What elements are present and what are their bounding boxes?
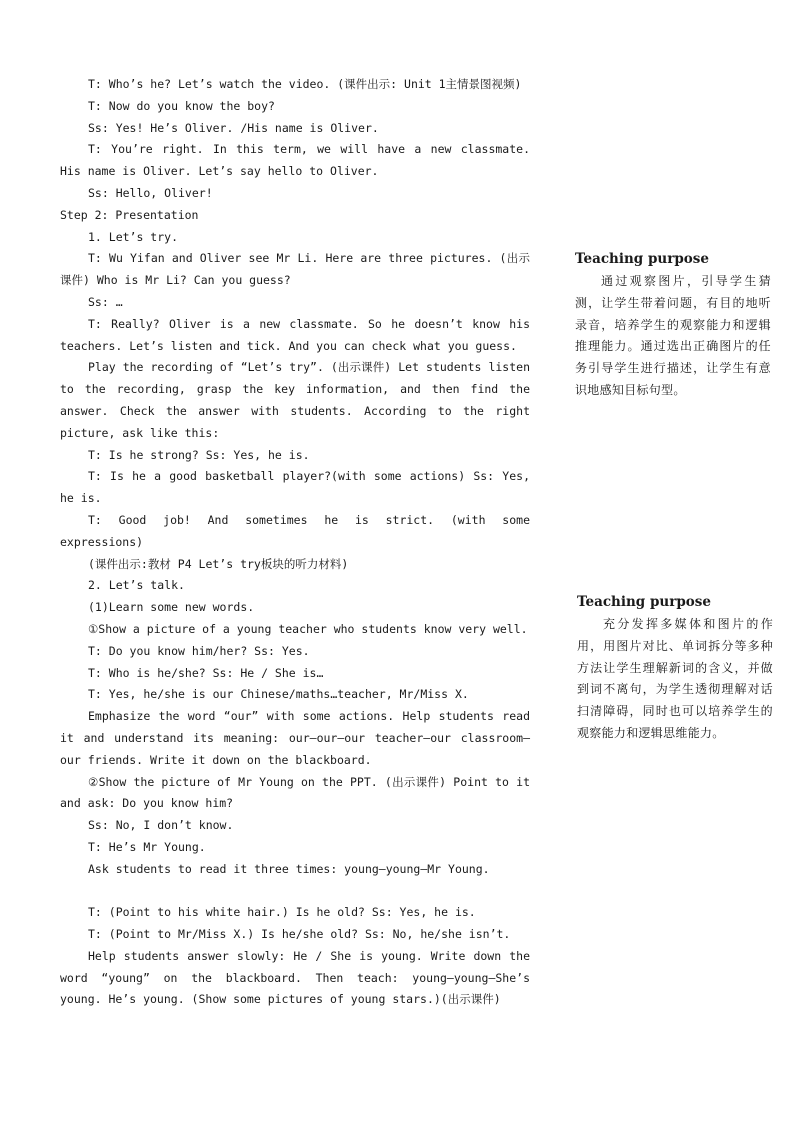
lesson-line: Ss: Hello, Oliver! (88, 185, 213, 200)
lesson-line: Emphasize the word “our” with some actions. Help students read it and understand its meaning: our—our—our teacher—our classroom—our friends. Write it down on the blackboard. (60, 709, 530, 767)
lesson-line: T: Who’s he? Let’s watch the video. (课件出示: Unit 1主情景图视频) (88, 77, 522, 91)
note-body: 通过观察图片，引导学生猜测，让学生带着问题，有目的地听录音，培养学生的观察能力和逻辑推理能力。通过选出正确图片的任务引导学生进行描述，让学生有意识地感知目标句型。 (575, 274, 771, 397)
teaching-purpose-note-2 (577, 592, 773, 745)
lesson-line: Step 2: Presentation (60, 207, 199, 222)
lesson-line: Ss: … (88, 294, 123, 309)
lesson-line: T: Now do you know the boy? (88, 98, 275, 113)
lesson-line: ①Show a picture of a young teacher who students know very well. (88, 621, 528, 636)
lesson-line: (1)Learn some new words. (88, 600, 255, 615)
lesson-line: T: Wu Yifan and Oliver see Mr Li. Here are three pictures. (出示课件) Who is Mr Li? Can you guess? (60, 251, 530, 288)
lesson-line: 1. Let’s try. (88, 229, 179, 244)
lesson-line: Ss: Yes! He’s Oliver. /His name is Oliver. (88, 120, 379, 135)
lesson-line: T: Yes, he/she is our Chinese/maths…teacher, Mr/Miss X. (88, 687, 469, 702)
lesson-line: Ss: No, I don’t know. (88, 818, 234, 833)
note-title: Teaching purpose (577, 594, 711, 610)
lesson-line: T: (Point to his white hair.) Is he old? Ss: Yes, he is. (88, 905, 476, 920)
lesson-procedure (60, 74, 530, 1011)
lesson-line: Ask students to read it three times: young—young—Mr Young. (88, 861, 490, 876)
lesson-line: Help students answer slowly: He / She is young. Write down the word “young” on the blackboard. Then teach: young—young—She’s young. He’s young. (Show some pictures of young stars.)(出示课件) (60, 948, 530, 1007)
lesson-line: 2. Let’s talk. (88, 578, 185, 593)
lesson-line: Play the recording of “Let’s try”. (出示课件) Let students listen to the recording, grasp the key information, and then find the answer. Check the answer with students. According to the right picture, ask like this: (60, 360, 530, 440)
lesson-line: T: Really? Oliver is a new classmate. So he doesn’t know his teachers. Let’s listen and tick. And you can check what you guess. (60, 316, 530, 353)
lesson-line: T: Who is he/she? Ss: He / She is… (88, 665, 324, 680)
lesson-line: (课件出示:教材 P4 Let’s try板块的听力材料) (88, 556, 349, 571)
lesson-line: ②Show the picture of Mr Young on the PPT. (出示课件) Point to it and ask: Do you know him? (60, 774, 530, 811)
lesson-line: T: You’re right. In this term, we will have a new classmate. His name is Oliver. Let’s say hello to Oliver. (60, 142, 530, 179)
lesson-line: T: Do you know him/her? Ss: Yes. (88, 643, 310, 658)
note-title: Teaching purpose (575, 251, 709, 267)
lesson-line: T: He’s Mr Young. (88, 839, 206, 854)
lesson-line: T: Is he strong? Ss: Yes, he is. (88, 447, 310, 462)
note-body: 充分发挥多媒体和图片的作用，用图片对比、单词拆分等多种方法让学生理解新词的含义，并做到词不离句，为学生透彻理解对话扫清障碍，同时也可以培养学生的观察能力和逻辑思维能力。 (577, 617, 773, 740)
lesson-line: T: Good job! And sometimes he is strict. (with some expressions) (60, 512, 530, 549)
lesson-line: T: (Point to Mr/Miss X.) Is he/she old? Ss: No, he/she isn’t. (88, 927, 511, 942)
teaching-purpose-note-1 (575, 249, 771, 402)
blank-line (60, 880, 530, 902)
lesson-line: T: Is he a good basketball player?(with some actions) Ss: Yes, he is. (60, 469, 530, 506)
